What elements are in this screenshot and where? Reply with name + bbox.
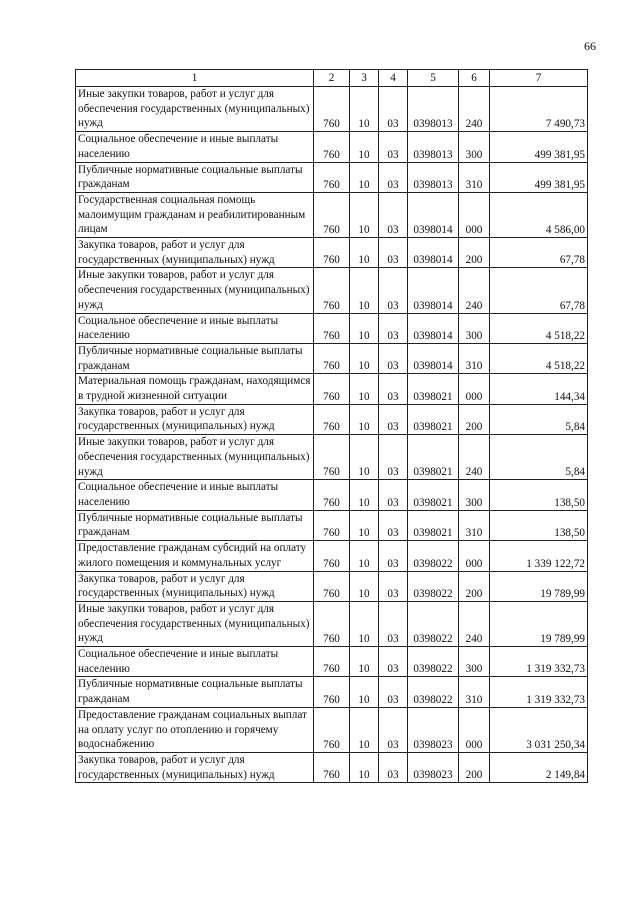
cell-admin-code: 760	[314, 677, 350, 707]
cell-target-item: 0398013	[408, 87, 459, 132]
cell-amount: 7 490,73	[490, 87, 588, 132]
cell-amount: 67,78	[490, 238, 588, 268]
cell-section: 10	[350, 374, 379, 404]
cell-amount: 138,50	[490, 480, 588, 510]
cell-amount: 4 518,22	[490, 343, 588, 373]
cell-admin-code: 760	[314, 541, 350, 571]
column-header-5: 5	[408, 70, 459, 87]
cell-subsection: 03	[379, 435, 408, 480]
cell-section: 10	[350, 647, 379, 677]
cell-target-item: 0398014	[408, 238, 459, 268]
row-name: Социальное обеспечение и иные выплаты населению	[76, 313, 314, 343]
cell-section: 10	[350, 571, 379, 601]
column-header-3: 3	[350, 70, 379, 87]
cell-section: 10	[350, 510, 379, 540]
cell-admin-code: 760	[314, 435, 350, 480]
cell-expense-type: 000	[459, 541, 490, 571]
table-row	[76, 404, 588, 434]
table-row	[76, 647, 588, 677]
table-header	[76, 70, 588, 87]
cell-section: 10	[350, 435, 379, 480]
cell-expense-type: 200	[459, 404, 490, 434]
row-name: Иные закупки товаров, работ и услуг для обеспечения государственных (муниципальных) нужд	[76, 435, 314, 480]
cell-section: 10	[350, 268, 379, 313]
table-row	[76, 192, 588, 237]
cell-subsection: 03	[379, 647, 408, 677]
table-row	[76, 541, 588, 571]
cell-admin-code: 760	[314, 571, 350, 601]
cell-target-item: 0398021	[408, 480, 459, 510]
cell-admin-code: 760	[314, 752, 350, 782]
cell-subsection: 03	[379, 677, 408, 707]
cell-expense-type: 000	[459, 192, 490, 237]
cell-subsection: 03	[379, 752, 408, 782]
table-row	[76, 707, 588, 752]
cell-target-item: 0398014	[408, 313, 459, 343]
cell-amount: 67,78	[490, 268, 588, 313]
cell-expense-type: 200	[459, 571, 490, 601]
cell-target-item: 0398021	[408, 374, 459, 404]
row-name: Предоставление гражданам субсидий на оплату жилого помещения и коммунальных услуг	[76, 541, 314, 571]
row-name: Закупка товаров, работ и услуг для государственных (муниципальных) нужд	[76, 404, 314, 434]
cell-admin-code: 760	[314, 132, 350, 162]
cell-amount: 144,34	[490, 374, 588, 404]
cell-amount: 3 031 250,34	[490, 707, 588, 752]
budget-table	[75, 69, 588, 783]
cell-subsection: 03	[379, 707, 408, 752]
cell-admin-code: 760	[314, 192, 350, 237]
row-name: Публичные нормативные социальные выплаты гражданам	[76, 343, 314, 373]
cell-target-item: 0398022	[408, 601, 459, 646]
row-name: Иные закупки товаров, работ и услуг для обеспечения государственных (муниципальных) нужд	[76, 87, 314, 132]
cell-section: 10	[350, 87, 379, 132]
row-name: Закупка товаров, работ и услуг для государственных (муниципальных) нужд	[76, 571, 314, 601]
cell-subsection: 03	[379, 480, 408, 510]
table-row	[76, 132, 588, 162]
cell-expense-type: 310	[459, 343, 490, 373]
cell-target-item: 0398013	[408, 162, 459, 192]
cell-amount: 499 381,95	[490, 132, 588, 162]
cell-expense-type: 240	[459, 87, 490, 132]
cell-subsection: 03	[379, 571, 408, 601]
cell-target-item: 0398022	[408, 541, 459, 571]
table-body	[76, 87, 588, 783]
cell-target-item: 0398021	[408, 510, 459, 540]
table-row	[76, 313, 588, 343]
row-name: Предоставление гражданам социальных выплат на оплату услуг по отоплению и горячему водоснабжению	[76, 707, 314, 752]
cell-amount: 5,84	[490, 435, 588, 480]
cell-section: 10	[350, 238, 379, 268]
cell-expense-type: 300	[459, 313, 490, 343]
cell-subsection: 03	[379, 601, 408, 646]
cell-admin-code: 760	[314, 480, 350, 510]
row-name: Закупка товаров, работ и услуг для государственных (муниципальных) нужд	[76, 752, 314, 782]
table-row	[76, 374, 588, 404]
cell-amount: 19 789,99	[490, 571, 588, 601]
cell-section: 10	[350, 752, 379, 782]
cell-admin-code: 760	[314, 707, 350, 752]
row-name: Публичные нормативные социальные выплаты гражданам	[76, 510, 314, 540]
header-row	[76, 70, 588, 87]
cell-section: 10	[350, 541, 379, 571]
cell-amount: 2 149,84	[490, 752, 588, 782]
cell-expense-type: 310	[459, 677, 490, 707]
cell-subsection: 03	[379, 238, 408, 268]
table-row	[76, 162, 588, 192]
cell-admin-code: 760	[314, 374, 350, 404]
cell-subsection: 03	[379, 162, 408, 192]
row-name: Социальное обеспечение и иные выплаты населению	[76, 480, 314, 510]
cell-section: 10	[350, 313, 379, 343]
cell-expense-type: 300	[459, 647, 490, 677]
cell-expense-type: 310	[459, 162, 490, 192]
cell-target-item: 0398022	[408, 571, 459, 601]
cell-admin-code: 760	[314, 268, 350, 313]
cell-subsection: 03	[379, 132, 408, 162]
cell-section: 10	[350, 707, 379, 752]
cell-subsection: 03	[379, 343, 408, 373]
cell-amount: 4 518,22	[490, 313, 588, 343]
cell-expense-type: 300	[459, 480, 490, 510]
cell-admin-code: 760	[314, 238, 350, 268]
cell-expense-type: 240	[459, 435, 490, 480]
cell-target-item: 0398014	[408, 192, 459, 237]
cell-admin-code: 760	[314, 510, 350, 540]
cell-amount: 4 586,00	[490, 192, 588, 237]
row-name: Материальная помощь гражданам, находящимся в трудной жизненной ситуации	[76, 374, 314, 404]
cell-expense-type: 000	[459, 374, 490, 404]
page-number: 66	[584, 39, 596, 53]
cell-section: 10	[350, 162, 379, 192]
cell-section: 10	[350, 192, 379, 237]
table-row	[76, 268, 588, 313]
column-header-6: 6	[459, 70, 490, 87]
column-header-2: 2	[314, 70, 350, 87]
cell-target-item: 0398021	[408, 404, 459, 434]
cell-subsection: 03	[379, 192, 408, 237]
cell-expense-type: 310	[459, 510, 490, 540]
cell-target-item: 0398022	[408, 677, 459, 707]
cell-target-item: 0398023	[408, 752, 459, 782]
cell-expense-type: 240	[459, 268, 490, 313]
cell-subsection: 03	[379, 510, 408, 540]
cell-expense-type: 240	[459, 601, 490, 646]
cell-subsection: 03	[379, 313, 408, 343]
row-name: Иные закупки товаров, работ и услуг для обеспечения государственных (муниципальных) нужд	[76, 601, 314, 646]
cell-admin-code: 760	[314, 313, 350, 343]
row-name: Закупка товаров, работ и услуг для государственных (муниципальных) нужд	[76, 238, 314, 268]
cell-section: 10	[350, 601, 379, 646]
cell-amount: 1 319 332,73	[490, 647, 588, 677]
cell-target-item: 0398023	[408, 707, 459, 752]
table-row	[76, 480, 588, 510]
table-row	[76, 510, 588, 540]
cell-admin-code: 760	[314, 647, 350, 677]
cell-admin-code: 760	[314, 87, 350, 132]
row-name: Социальное обеспечение и иные выплаты населению	[76, 647, 314, 677]
cell-amount: 138,50	[490, 510, 588, 540]
table-row	[76, 87, 588, 132]
column-header-4: 4	[379, 70, 408, 87]
table-row	[76, 677, 588, 707]
cell-amount: 19 789,99	[490, 601, 588, 646]
table-row	[76, 752, 588, 782]
cell-admin-code: 760	[314, 162, 350, 192]
cell-admin-code: 760	[314, 343, 350, 373]
table-row	[76, 238, 588, 268]
row-name: Публичные нормативные социальные выплаты гражданам	[76, 677, 314, 707]
cell-subsection: 03	[379, 541, 408, 571]
cell-amount: 1 319 332,73	[490, 677, 588, 707]
cell-admin-code: 760	[314, 601, 350, 646]
row-name: Публичные нормативные социальные выплаты гражданам	[76, 162, 314, 192]
cell-target-item: 0398014	[408, 343, 459, 373]
table-row	[76, 571, 588, 601]
table-row	[76, 343, 588, 373]
cell-admin-code: 760	[314, 404, 350, 434]
cell-expense-type: 000	[459, 707, 490, 752]
cell-expense-type: 300	[459, 132, 490, 162]
cell-target-item: 0398014	[408, 268, 459, 313]
row-name: Государственная социальная помощь малоимущим гражданам и реабилитированным лицам	[76, 192, 314, 237]
column-header-7: 7	[490, 70, 588, 87]
column-header-1: 1	[76, 70, 314, 87]
table-row	[76, 435, 588, 480]
cell-target-item: 0398021	[408, 435, 459, 480]
cell-expense-type: 200	[459, 752, 490, 782]
cell-subsection: 03	[379, 374, 408, 404]
cell-expense-type: 200	[459, 238, 490, 268]
cell-subsection: 03	[379, 87, 408, 132]
cell-section: 10	[350, 677, 379, 707]
cell-amount: 499 381,95	[490, 162, 588, 192]
cell-section: 10	[350, 132, 379, 162]
cell-subsection: 03	[379, 268, 408, 313]
cell-section: 10	[350, 343, 379, 373]
cell-target-item: 0398022	[408, 647, 459, 677]
cell-amount: 1 339 122,72	[490, 541, 588, 571]
table-row	[76, 601, 588, 646]
cell-section: 10	[350, 480, 379, 510]
cell-target-item: 0398013	[408, 132, 459, 162]
cell-amount: 5,84	[490, 404, 588, 434]
row-name: Социальное обеспечение и иные выплаты населению	[76, 132, 314, 162]
row-name: Иные закупки товаров, работ и услуг для обеспечения государственных (муниципальных) нужд	[76, 268, 314, 313]
cell-section: 10	[350, 404, 379, 434]
cell-subsection: 03	[379, 404, 408, 434]
